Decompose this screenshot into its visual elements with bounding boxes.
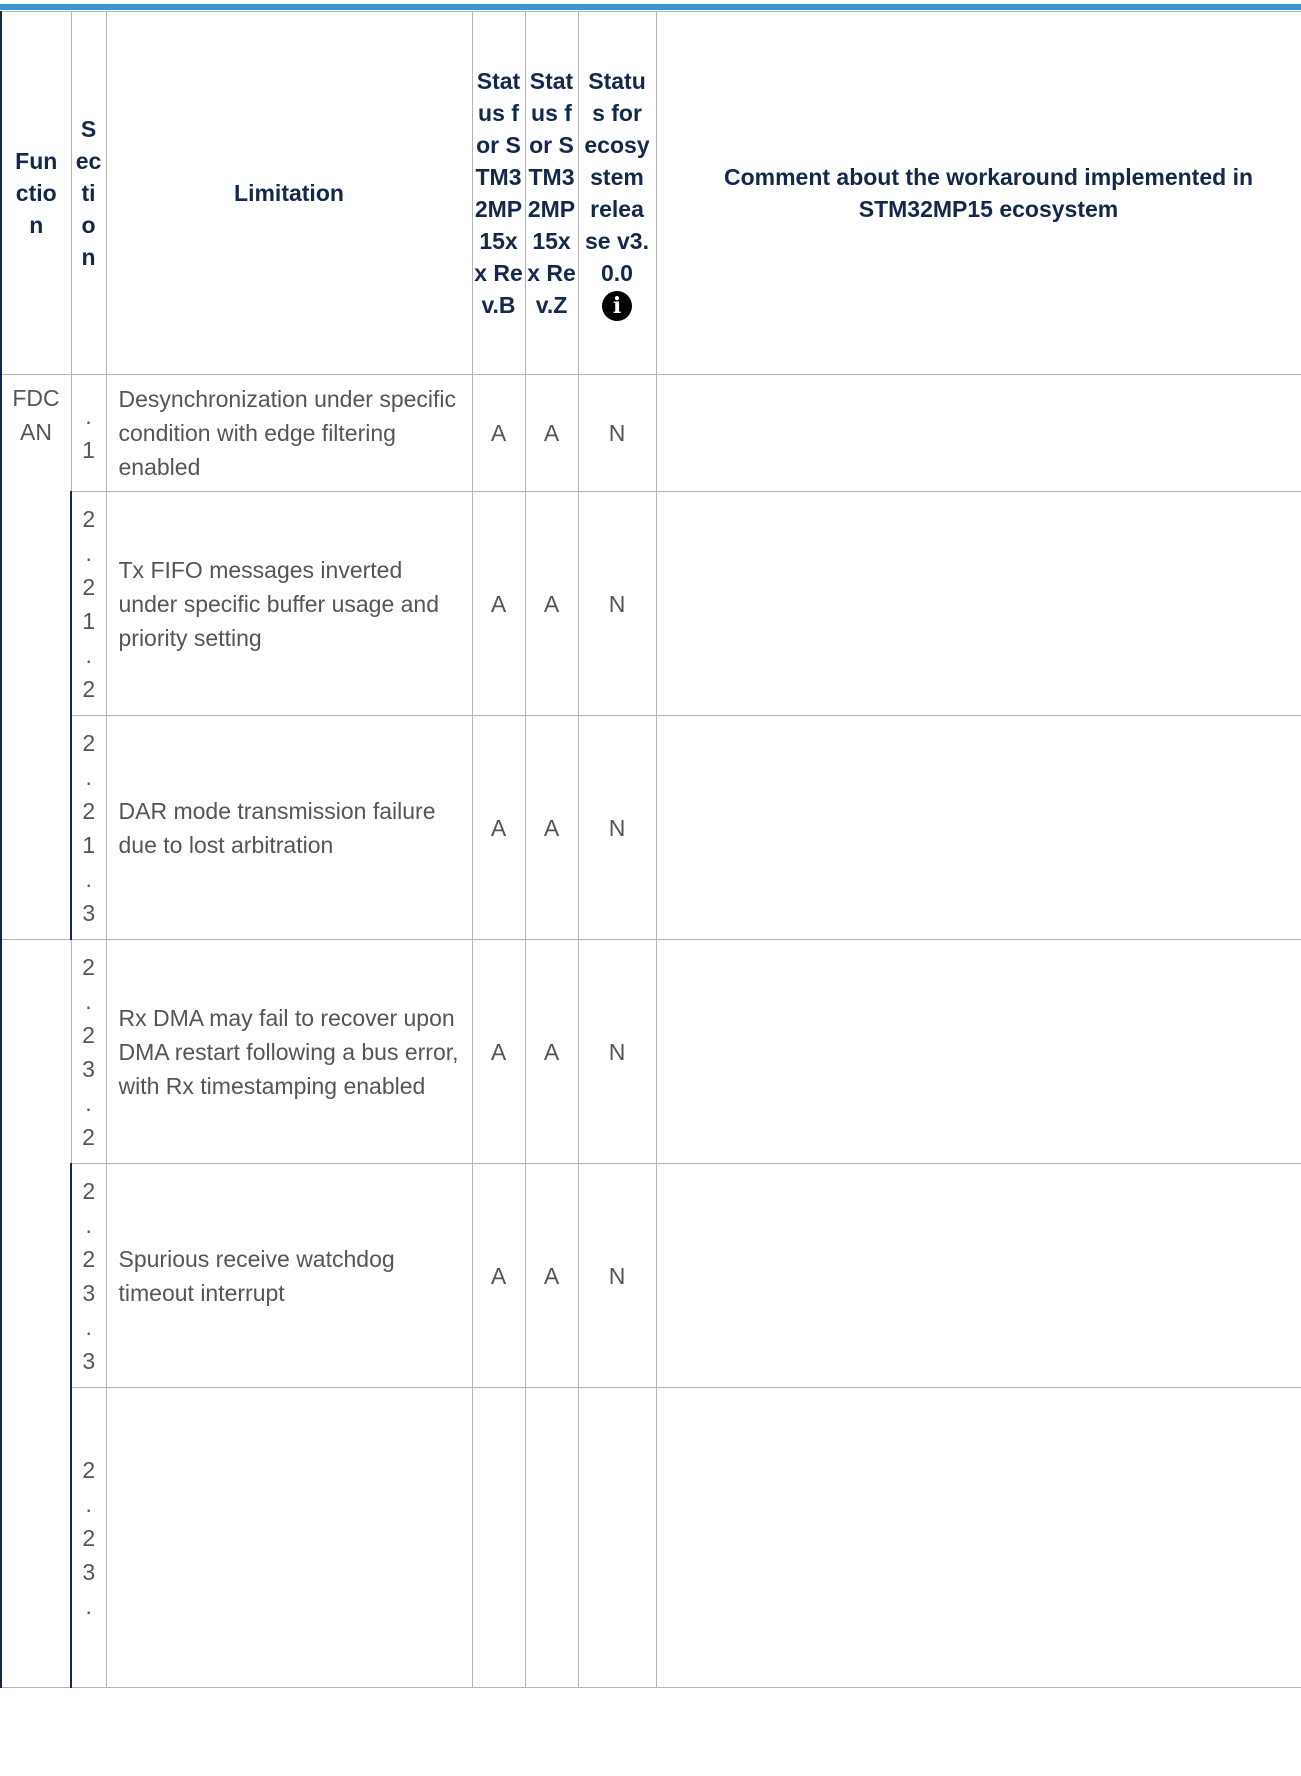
header-status-rev-z: Status for STM32MP15xx Rev.Z: [525, 12, 578, 375]
status-rev-z-cell: A: [525, 940, 578, 1164]
status-rev-z-cell: A: [525, 375, 578, 492]
limitation-cell: Tx FIFO messages inverted under specific buffer usage and priority setting: [106, 492, 472, 716]
header-function: Function: [1, 12, 71, 375]
limitation-cell: [106, 1388, 472, 1688]
table-row: [1, 492, 1301, 716]
header-row: [1, 12, 1301, 375]
section-value: 2 . 2 3 . 2: [82, 953, 95, 1150]
status-rev-z-cell: A: [525, 716, 578, 940]
table-row: [1, 375, 1301, 492]
function-cell-empty: [1, 940, 71, 1688]
limitation-cell: Rx DMA may fail to recover upon DMA restart following a bus error, with Rx timestamping enabled: [106, 940, 472, 1164]
header-comment: Comment about the workaround implemented in STM32MP15 ecosystem: [656, 12, 1301, 375]
comment-cell: [656, 716, 1301, 940]
status-ecosystem-cell: N: [578, 375, 656, 492]
status-ecosystem-cell: [578, 1388, 656, 1688]
header-limitation: Limitation: [106, 12, 472, 375]
status-rev-z-cell: A: [525, 1164, 578, 1388]
accent-line: [0, 4, 1301, 10]
comment-cell: [656, 375, 1301, 492]
section-cell: [71, 492, 106, 716]
status-rev-b-cell: A: [472, 492, 525, 716]
status-rev-z-cell: [525, 1388, 578, 1688]
header-status-rev-b: Status for STM32MP15xx Rev.B: [472, 12, 525, 375]
info-icon[interactable]: i: [602, 291, 632, 321]
comment-cell: [656, 940, 1301, 1164]
table-row: [1, 1164, 1301, 1388]
comment-cell: [656, 1164, 1301, 1388]
header-status-ecosystem: Status for ecosystem release v3.0.0 i: [578, 12, 656, 375]
section-value: 2 . 2 1 . 2: [82, 505, 96, 702]
limitation-cell: Desynchronization under specific condition with edge filtering enabled: [106, 375, 472, 492]
section-value: 2 . 2 3 .: [82, 1456, 96, 1619]
status-rev-b-cell: A: [472, 1164, 525, 1388]
section-cell: [71, 716, 106, 940]
header-section: Section: [71, 12, 106, 375]
status-rev-b-cell: A: [472, 375, 525, 492]
limitation-cell: DAR mode transmission failure due to lost arbitration: [106, 716, 472, 940]
table-row: [1, 716, 1301, 940]
section-value: 2 . 2 1 . 3: [82, 729, 96, 926]
section-value: 2 . 2 3 . 3: [82, 1177, 96, 1374]
table-row: [1, 940, 1301, 1164]
status-ecosystem-cell: N: [578, 492, 656, 716]
status-ecosystem-cell: N: [578, 940, 656, 1164]
status-rev-z-cell: A: [525, 492, 578, 716]
status-ecosystem-cell: N: [578, 716, 656, 940]
section-cell: [71, 1388, 106, 1688]
limitations-table: [0, 11, 1301, 1688]
table-row: [1, 1388, 1301, 1688]
status-rev-b-cell: [472, 1388, 525, 1688]
section-cell: [71, 375, 106, 492]
status-ecosystem-cell: N: [578, 1164, 656, 1388]
section-cell: [71, 940, 106, 1164]
limitation-cell: Spurious receive watchdog timeout interrupt: [106, 1164, 472, 1388]
comment-cell: [656, 492, 1301, 716]
section-cell: [71, 1164, 106, 1388]
comment-cell: [656, 1388, 1301, 1688]
status-rev-b-cell: A: [472, 940, 525, 1164]
function-link[interactable]: FDCAN: [1, 375, 71, 940]
status-rev-b-cell: A: [472, 716, 525, 940]
section-value: . 1: [82, 403, 95, 463]
